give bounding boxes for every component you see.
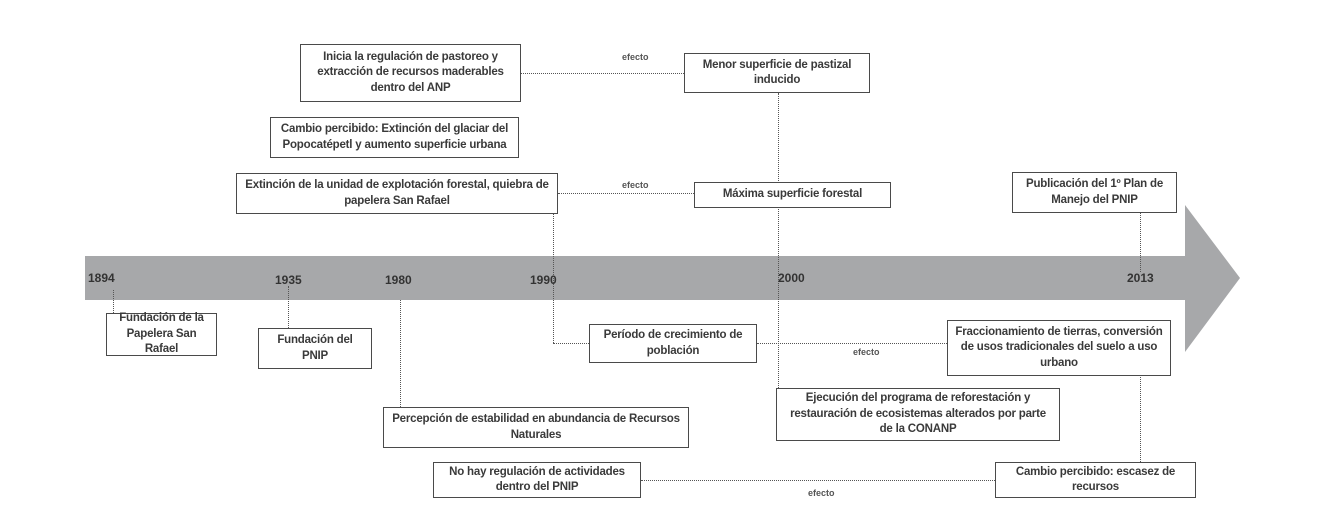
year-label: 1980 — [385, 273, 412, 287]
effect-label: efecto — [622, 180, 649, 190]
connector — [400, 300, 401, 407]
year-label: 1935 — [275, 273, 302, 287]
event-fundacion-pnip: Fundación del PNIP — [258, 328, 372, 369]
event-fraccionamiento: Fraccionamiento de tierras, conversión de usos tradicionales del suelo a uso urbano — [947, 320, 1171, 376]
year-label: 2013 — [1127, 271, 1154, 285]
event-ejecucion-programa: Ejecución del programa de reforestación y restauración de ecosistemas alterados por parte de la CONANP — [776, 388, 1060, 441]
connector — [553, 343, 589, 344]
connector — [558, 193, 694, 194]
connector — [1140, 212, 1141, 272]
event-maxima-forestal: Máxima superficie forestal — [694, 182, 891, 208]
connector — [778, 207, 779, 388]
effect-label: efecto — [808, 488, 835, 498]
connector — [288, 286, 289, 328]
event-inicia-regulacion: Inicia la regulación de pastoreo y extracción de recursos maderables dentro del ANP — [300, 44, 521, 102]
connector — [757, 343, 947, 344]
event-percepcion-estabilidad: Percepción de estabilidad en abundancia de Recursos Naturales — [383, 407, 689, 448]
year-label: 2000 — [778, 271, 805, 285]
event-cambio-escasez: Cambio percibido: escasez de recursos — [995, 462, 1196, 498]
effect-label: efecto — [622, 52, 649, 62]
year-label: 1894 — [88, 271, 115, 285]
event-cambio-glaciar: Cambio percibido: Extinción del glaciar del Popocatépetl y aumento superficie urbana — [270, 117, 519, 158]
event-extincion-unidad: Extinción de la unidad de explotación forestal, quiebra de papelera San Rafael — [236, 173, 558, 214]
effect-label: efecto — [853, 347, 880, 357]
event-no-regulacion: No hay regulación de actividades dentro del PNIP — [433, 462, 641, 498]
connector — [113, 290, 114, 313]
connector — [1140, 375, 1141, 462]
event-fundacion-papelera: Fundación de la Papelera San Rafael — [106, 313, 217, 356]
connector — [778, 93, 779, 183]
event-publicacion-plan: Publicación del 1º Plan de Manejo del PNIP — [1012, 172, 1177, 213]
event-menor-pastizal: Menor superficie de pastizal inducido — [684, 53, 870, 93]
event-crecimiento-poblacion: Período de crecimiento de población — [589, 324, 757, 363]
connector — [521, 73, 684, 74]
connector — [641, 480, 995, 481]
year-label: 1990 — [530, 273, 557, 287]
